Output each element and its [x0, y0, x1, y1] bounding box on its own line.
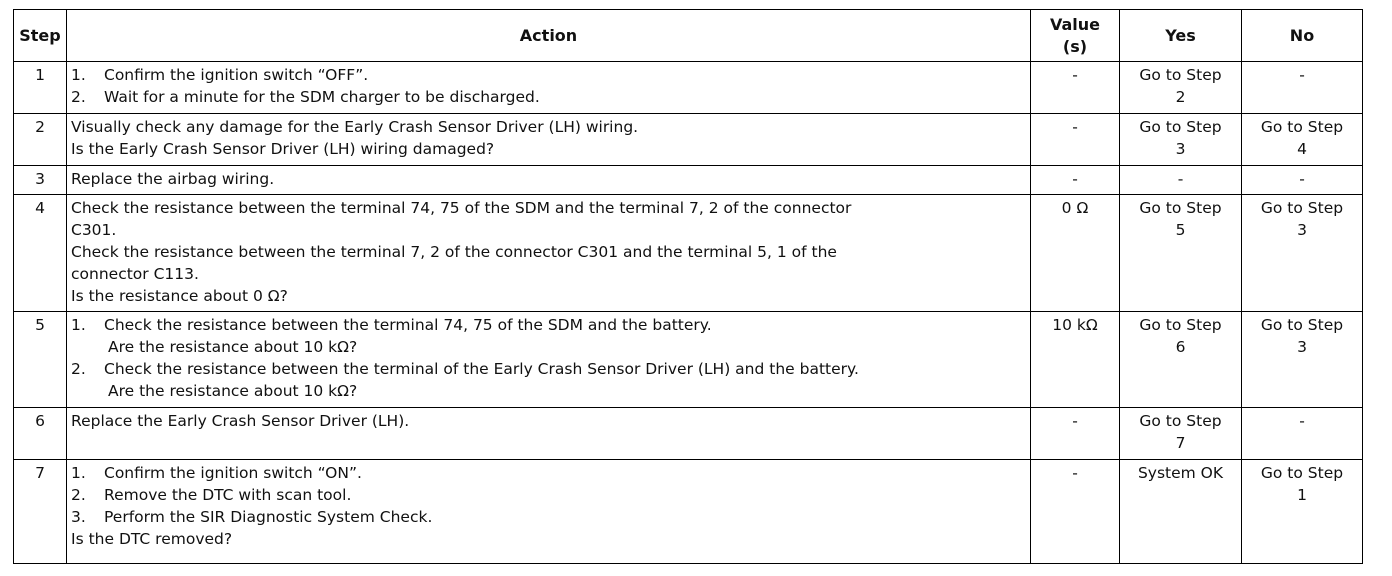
- action-text: Remove the DTC with scan tool.: [104, 486, 352, 504]
- yes-cell-line: Go to Step: [1139, 118, 1222, 136]
- value-cell: 0 Ω: [1031, 195, 1120, 312]
- yes-cell-line: 2: [1175, 88, 1186, 106]
- header-row: [14, 10, 1363, 62]
- no-cell-line: -: [1299, 412, 1305, 430]
- action-list-item: [71, 484, 1026, 506]
- no-cell-line: 3: [1297, 221, 1307, 239]
- no-cell-line: -: [1299, 170, 1305, 188]
- value-cell: -: [1031, 460, 1120, 564]
- value-cell: -: [1031, 62, 1120, 114]
- action-list-item: [71, 358, 1026, 380]
- action-list-item: [71, 462, 1026, 484]
- action-text: Check the resistance between the terminal 74, 75 of the SDM and the terminal 7, 2 of the connector: [71, 199, 852, 217]
- step-number: 7: [14, 460, 67, 564]
- header-value-line1: Value: [1049, 14, 1101, 34]
- no-cell: [1242, 166, 1363, 195]
- no-cell: [1242, 195, 1363, 312]
- table-row: [14, 166, 1363, 195]
- yes-cell-line: 5: [1175, 221, 1186, 239]
- action-subtext: Are the resistance about 10 kΩ?: [108, 338, 358, 356]
- list-number: 2.: [71, 486, 86, 504]
- action-subtext: Are the resistance about 10 kΩ?: [108, 382, 358, 400]
- step-number: 4: [14, 195, 67, 312]
- action-text: C301.: [71, 221, 117, 239]
- value-cell: 10 kΩ: [1031, 312, 1120, 408]
- yes-cell-line: Go to Step: [1139, 66, 1222, 84]
- no-cell-line: 4: [1297, 140, 1307, 158]
- yes-cell: [1120, 114, 1242, 166]
- action-cell: [67, 166, 1031, 195]
- action-list-item: [71, 314, 1026, 336]
- header-yes: Yes: [1120, 10, 1242, 62]
- action-text: Wait for a minute for the SDM charger to be discharged.: [104, 88, 540, 106]
- action-cell: [67, 460, 1031, 564]
- action-text: Is the Early Crash Sensor Driver (LH) wiring damaged?: [71, 140, 495, 158]
- yes-cell: [1120, 312, 1242, 408]
- header-step: Step: [14, 10, 67, 62]
- action-text: Perform the SIR Diagnostic System Check.: [104, 508, 433, 526]
- action-text: Check the resistance between the terminal 7, 2 of the connector C301 and the terminal 5, 1 of the: [71, 243, 837, 261]
- no-cell-line: 3: [1297, 338, 1307, 356]
- yes-cell-line: 6: [1175, 338, 1186, 356]
- yes-cell: [1120, 408, 1242, 460]
- yes-cell-line: Go to Step: [1139, 199, 1222, 217]
- no-cell-line: Go to Step: [1260, 118, 1344, 136]
- no-cell-line: 1: [1297, 486, 1307, 504]
- action-list-item: [71, 506, 1026, 528]
- action-text: Confirm the ignition switch “ON”.: [104, 464, 362, 482]
- step-number: 3: [14, 166, 67, 195]
- no-cell: [1242, 62, 1363, 114]
- action-text: Replace the Early Crash Sensor Driver (LH).: [71, 412, 410, 430]
- action-cell: [67, 62, 1031, 114]
- action-text: Check the resistance between the terminal of the Early Crash Sensor Driver (LH) and the battery.: [104, 360, 859, 378]
- table-row: [14, 460, 1363, 564]
- yes-cell-line: Go to Step: [1139, 412, 1222, 430]
- no-cell-line: Go to Step: [1260, 464, 1344, 482]
- action-list-item: [71, 86, 1026, 108]
- action-cell: [67, 195, 1031, 312]
- action-cell: [67, 312, 1031, 408]
- table-row: [14, 408, 1363, 460]
- list-number: 2.: [71, 360, 86, 378]
- action-text: Is the DTC removed?: [71, 530, 233, 548]
- no-cell-line: Go to Step: [1260, 316, 1344, 334]
- header-value-line2: (s): [1062, 36, 1088, 56]
- value-cell: -: [1031, 114, 1120, 166]
- action-text: Visually check any damage for the Early Crash Sensor Driver (LH) wiring.: [71, 118, 639, 136]
- header-no: No: [1242, 10, 1363, 62]
- list-number: 1.: [71, 316, 86, 334]
- no-cell-line: Go to Step: [1260, 199, 1344, 217]
- diagnostic-table: [13, 9, 1363, 564]
- no-cell: [1242, 408, 1363, 460]
- step-number: 6: [14, 408, 67, 460]
- action-text: Check the resistance between the terminal 74, 75 of the SDM and the battery.: [104, 316, 712, 334]
- header-action: Action: [67, 10, 1031, 62]
- yes-cell-line: Go to Step: [1139, 316, 1222, 334]
- no-cell: [1242, 114, 1363, 166]
- action-text: Confirm the ignition switch “OFF”.: [104, 66, 369, 84]
- header-value: [1031, 10, 1120, 62]
- action-cell: [67, 114, 1031, 166]
- yes-cell-line: 7: [1175, 434, 1186, 452]
- yes-cell-line: System OK: [1137, 464, 1224, 482]
- table-row: [14, 62, 1363, 114]
- list-number: 2.: [71, 88, 86, 106]
- value-cell: -: [1031, 408, 1120, 460]
- action-text: Replace the airbag wiring.: [71, 170, 275, 188]
- step-number: 5: [14, 312, 67, 408]
- action-list-item: [71, 64, 1026, 86]
- no-cell-line: -: [1299, 66, 1305, 84]
- yes-cell: [1120, 195, 1242, 312]
- step-number: 2: [14, 114, 67, 166]
- action-text: connector C113.: [71, 265, 199, 283]
- list-number: 1.: [71, 464, 86, 482]
- table-row: [14, 195, 1363, 312]
- yes-cell-line: -: [1177, 170, 1184, 188]
- yes-cell: [1120, 166, 1242, 195]
- step-number: 1: [14, 62, 67, 114]
- list-number: 3.: [71, 508, 86, 526]
- table-row: [14, 114, 1363, 166]
- action-text: Is the resistance about 0 Ω?: [71, 287, 288, 305]
- yes-cell: [1120, 460, 1242, 564]
- value-cell: -: [1031, 166, 1120, 195]
- yes-cell-line: 3: [1175, 140, 1186, 158]
- action-cell: [67, 408, 1031, 460]
- yes-cell: [1120, 62, 1242, 114]
- table-row: [14, 312, 1363, 408]
- no-cell: [1242, 312, 1363, 408]
- no-cell: [1242, 460, 1363, 564]
- list-number: 1.: [71, 66, 86, 84]
